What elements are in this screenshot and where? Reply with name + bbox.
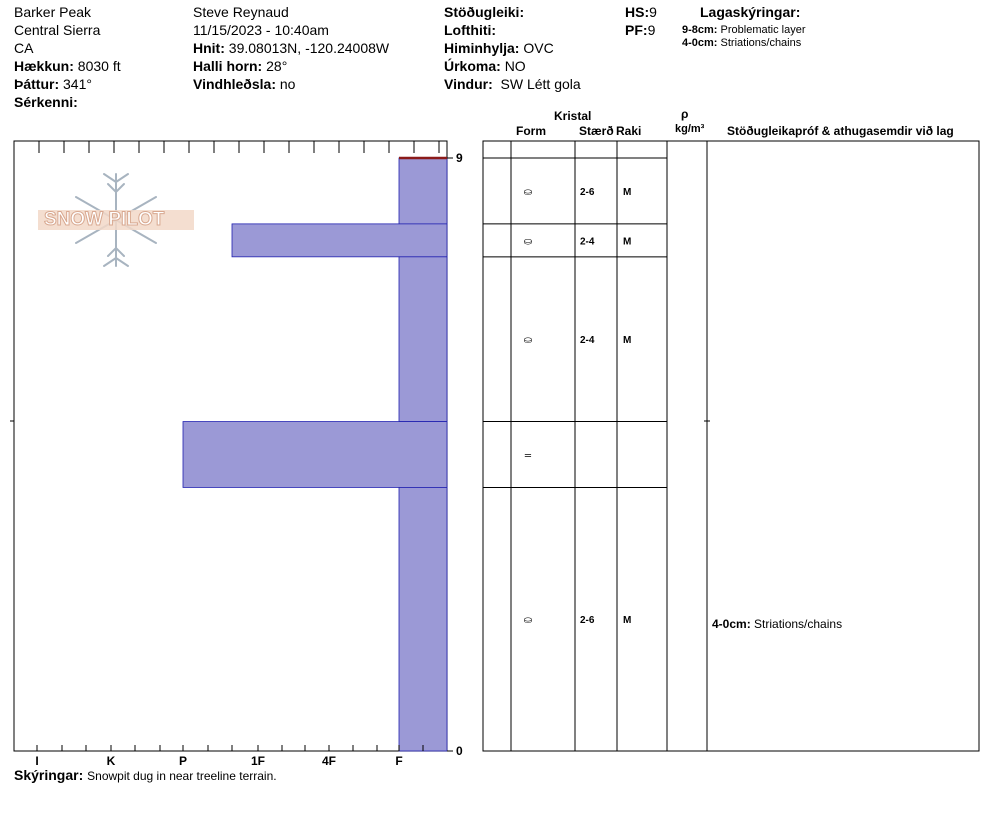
moisture-value: M bbox=[623, 236, 632, 248]
datetime: 11/15/2023 - 10:40am bbox=[193, 22, 329, 38]
wind-label: Vindur: bbox=[444, 76, 493, 92]
hardness-tick-label: F bbox=[395, 754, 403, 768]
wind-loading-label: Vindhleðsla: bbox=[193, 76, 276, 92]
precip-value: NO bbox=[504, 58, 526, 74]
table-frame bbox=[483, 141, 979, 751]
moisture-value: M bbox=[623, 335, 632, 347]
crystal-form-icon: ⛀ bbox=[523, 615, 533, 627]
layer-note-range: 4-0cm: bbox=[682, 37, 718, 49]
pf-value: 9 bbox=[647, 22, 656, 38]
hardness-tick-label: 4F bbox=[321, 754, 337, 768]
crystal-size: 2-4 bbox=[580, 236, 595, 248]
elevation-value: 8030 ft bbox=[77, 58, 121, 74]
hs-label: HS: bbox=[625, 4, 650, 20]
watermark-text: SNOW PILOT bbox=[44, 209, 165, 230]
hardness-bar bbox=[399, 487, 447, 751]
layer-note-range: 9-8cm: bbox=[682, 24, 718, 36]
wind-value: SW Létt gola bbox=[500, 76, 581, 92]
footer-text: Snowpit dug in near treeline terrain. bbox=[87, 769, 277, 783]
hardness-bar bbox=[183, 422, 447, 488]
coords-label: Hnit: bbox=[193, 40, 225, 56]
col-density-unit: kg/m³ bbox=[675, 123, 705, 135]
wind-loading-value: no bbox=[279, 76, 296, 92]
hardness-tick-label: K bbox=[106, 754, 116, 768]
hs-value: 9 bbox=[649, 4, 657, 20]
col-moisture: Raki bbox=[616, 124, 642, 138]
aspect-value: 341° bbox=[63, 76, 92, 92]
crystal-form-icon: ⛀ bbox=[523, 335, 533, 347]
sky-label: Himinhylja: bbox=[444, 40, 520, 56]
comment-text: Striations/chains bbox=[754, 617, 843, 631]
crystal-size: 2-4 bbox=[580, 335, 595, 347]
hardness-tick-label: I bbox=[35, 754, 39, 768]
slope-label: Halli horn: bbox=[193, 58, 263, 74]
hardness-tick-label: P bbox=[178, 754, 188, 768]
crystal-form-icon: ⛀ bbox=[523, 186, 533, 198]
location: Barker Peak bbox=[14, 4, 92, 20]
layer-note-text: Problematic layer bbox=[720, 24, 806, 36]
state: CA bbox=[14, 40, 34, 56]
crystal-form-icon: = bbox=[523, 450, 533, 462]
col-size: Stærð bbox=[579, 124, 614, 138]
hardness-bar bbox=[399, 257, 447, 422]
air-temp-label: Lofthiti: bbox=[444, 22, 497, 38]
hardness-tick-label: 1F bbox=[250, 754, 266, 768]
stability-label: Stöðugleiki: bbox=[444, 4, 525, 20]
crystal-title: Kristal bbox=[554, 109, 592, 123]
range: Central Sierra bbox=[14, 22, 101, 38]
col-form: Form bbox=[516, 124, 546, 138]
pf-label: PF: bbox=[625, 22, 648, 38]
footer bbox=[14, 767, 277, 783]
slope-value: 28° bbox=[266, 58, 288, 74]
col-density-symbol: ρ bbox=[681, 107, 689, 121]
comment-range: 4-0cm: bbox=[712, 617, 751, 631]
elevation-label: Hækkun: bbox=[14, 58, 74, 74]
col-tests: Stöðugleikapróf & athugasemdir við lag bbox=[727, 124, 954, 138]
hardness-bar bbox=[399, 158, 447, 224]
footer-label: Skýringar: bbox=[14, 767, 84, 783]
crystal-form-icon: ⛀ bbox=[523, 236, 533, 248]
sky-value: OVC bbox=[523, 40, 554, 56]
layer-note-text: Striations/chains bbox=[720, 37, 802, 49]
moisture-value: M bbox=[623, 615, 632, 627]
height-tick-label: 0 bbox=[456, 744, 463, 758]
height-tick-label: 9 bbox=[456, 151, 463, 165]
crystal-size: 2-6 bbox=[580, 615, 595, 627]
coords-value: 39.08013N, -120.24008W bbox=[228, 40, 390, 56]
aspect-label: Þáttur: bbox=[14, 76, 60, 92]
layer-notes-title: Lagaskýringar: bbox=[700, 4, 801, 20]
crystal-size: 2-6 bbox=[580, 186, 595, 198]
features-label: Sérkenni: bbox=[14, 94, 78, 110]
hardness-bar bbox=[232, 224, 447, 257]
moisture-value: M bbox=[623, 186, 632, 198]
precip-label: Úrkoma: bbox=[444, 58, 501, 74]
layer-comment bbox=[712, 618, 842, 631]
observer: Steve Reynaud bbox=[193, 4, 289, 20]
